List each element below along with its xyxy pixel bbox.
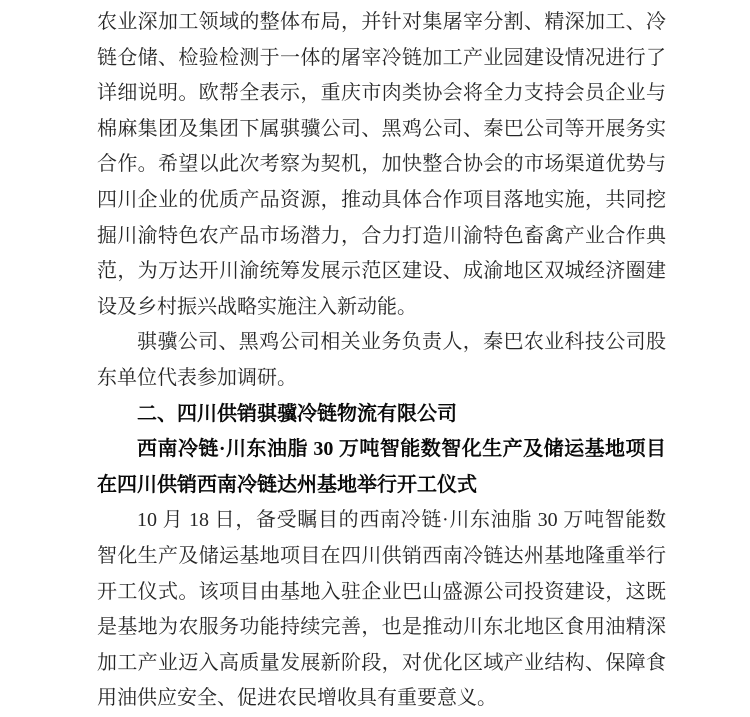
article-subheading-project: 西南冷链·川东油脂 30 万吨智能数智化生产及储运基地项目在四川供销西南冷链达州基地举行开工仪式 — [97, 438, 666, 496]
paragraph-attendees: 骐骥公司、黑鸡公司相关业务负责人，秦巴农业科技公司股东单位代表参加调研。 — [97, 331, 666, 389]
paragraph-survey-summary: 农业深加工领域的整体布局，并针对集屠宰分割、精深加工、冷链仓储、检验检测于一体的屠宰冷链加工产业园建设情况进行了详细说明。欧帮全表示，重庆市肉类协会将全力支持会员企业与棉麻集团及集团下属骐骥公司、黑鸡公司、秦巴公司等开展务实合作。希望以此次考察为契机，加快整合协会的市场渠道优势与四川企业的优质产品资源，推动具体合作项目落地实施，共同挖掘川渝特色农产品市场潜力，合力打造川渝特色畜禽产业合作典范，为万达开川渝统筹发展示范区建设、成渝地区双城经济圈建设及乡村振兴战略实施注入新动能。 — [97, 11, 666, 318]
section-heading-company: 二、四川供销骐骥冷链物流有限公司 — [137, 402, 457, 425]
paragraph-groundbreaking-ceremony: 10 月 18 日，备受瞩目的西南冷链·川东油脂 30 万吨智能数智化生产及储运基地项目在四川供销西南冷链达州基地隆重举行开工仪式。该项目由基地入驻企业巴山盛源公司投资建设，这既是基地为农服务功能持续完善，也是推动川东北地区食用油精深加工产业迈入高质量发展新阶段，对优化区域产业结构、保障食用油供应安全、促进农民增收具有重要意义。 — [97, 509, 666, 710]
